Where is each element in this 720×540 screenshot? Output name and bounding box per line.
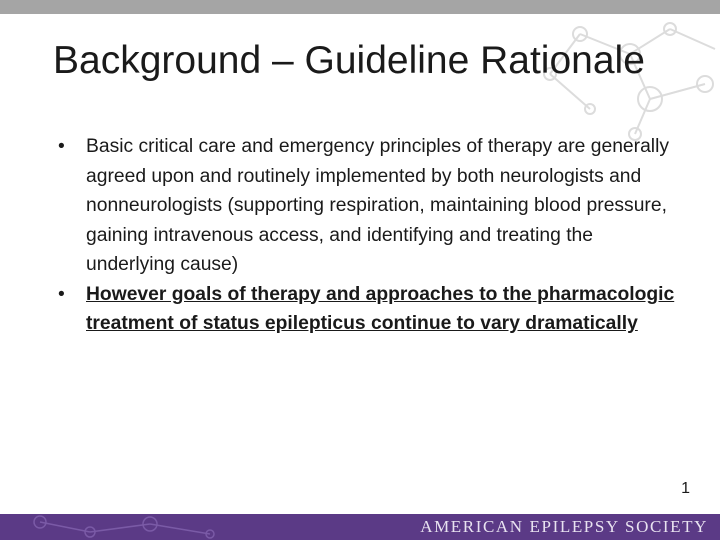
bullet-list bbox=[58, 132, 678, 339]
footer-bar bbox=[0, 514, 720, 540]
bullet-symbol: • bbox=[58, 283, 65, 305]
bullet-symbol: • bbox=[58, 136, 65, 157]
bullet-item bbox=[58, 132, 678, 280]
organization-name: AMERICAN EPILEPSY SOCIETY bbox=[420, 517, 708, 536]
footer-molecule-icon bbox=[0, 514, 260, 540]
bullet-item bbox=[58, 280, 678, 339]
page-number: 1 bbox=[681, 480, 690, 497]
top-bar bbox=[0, 0, 720, 14]
bullet-text-emphasis: However goals of therapy and approaches to the pharmacologic treatment of status epilepticus continue to vary dramatically bbox=[86, 283, 675, 334]
bullet-text: Basic critical care and emergency principles of therapy are generally agreed upon and routinely implemented by both neurologists and nonneurologists (supporting respiration, maintaining blood pressure, gaining intravenous access, and identifying and treating the underlying cause) bbox=[86, 136, 670, 275]
slide-title: Background – Guideline Rationale bbox=[53, 39, 645, 82]
